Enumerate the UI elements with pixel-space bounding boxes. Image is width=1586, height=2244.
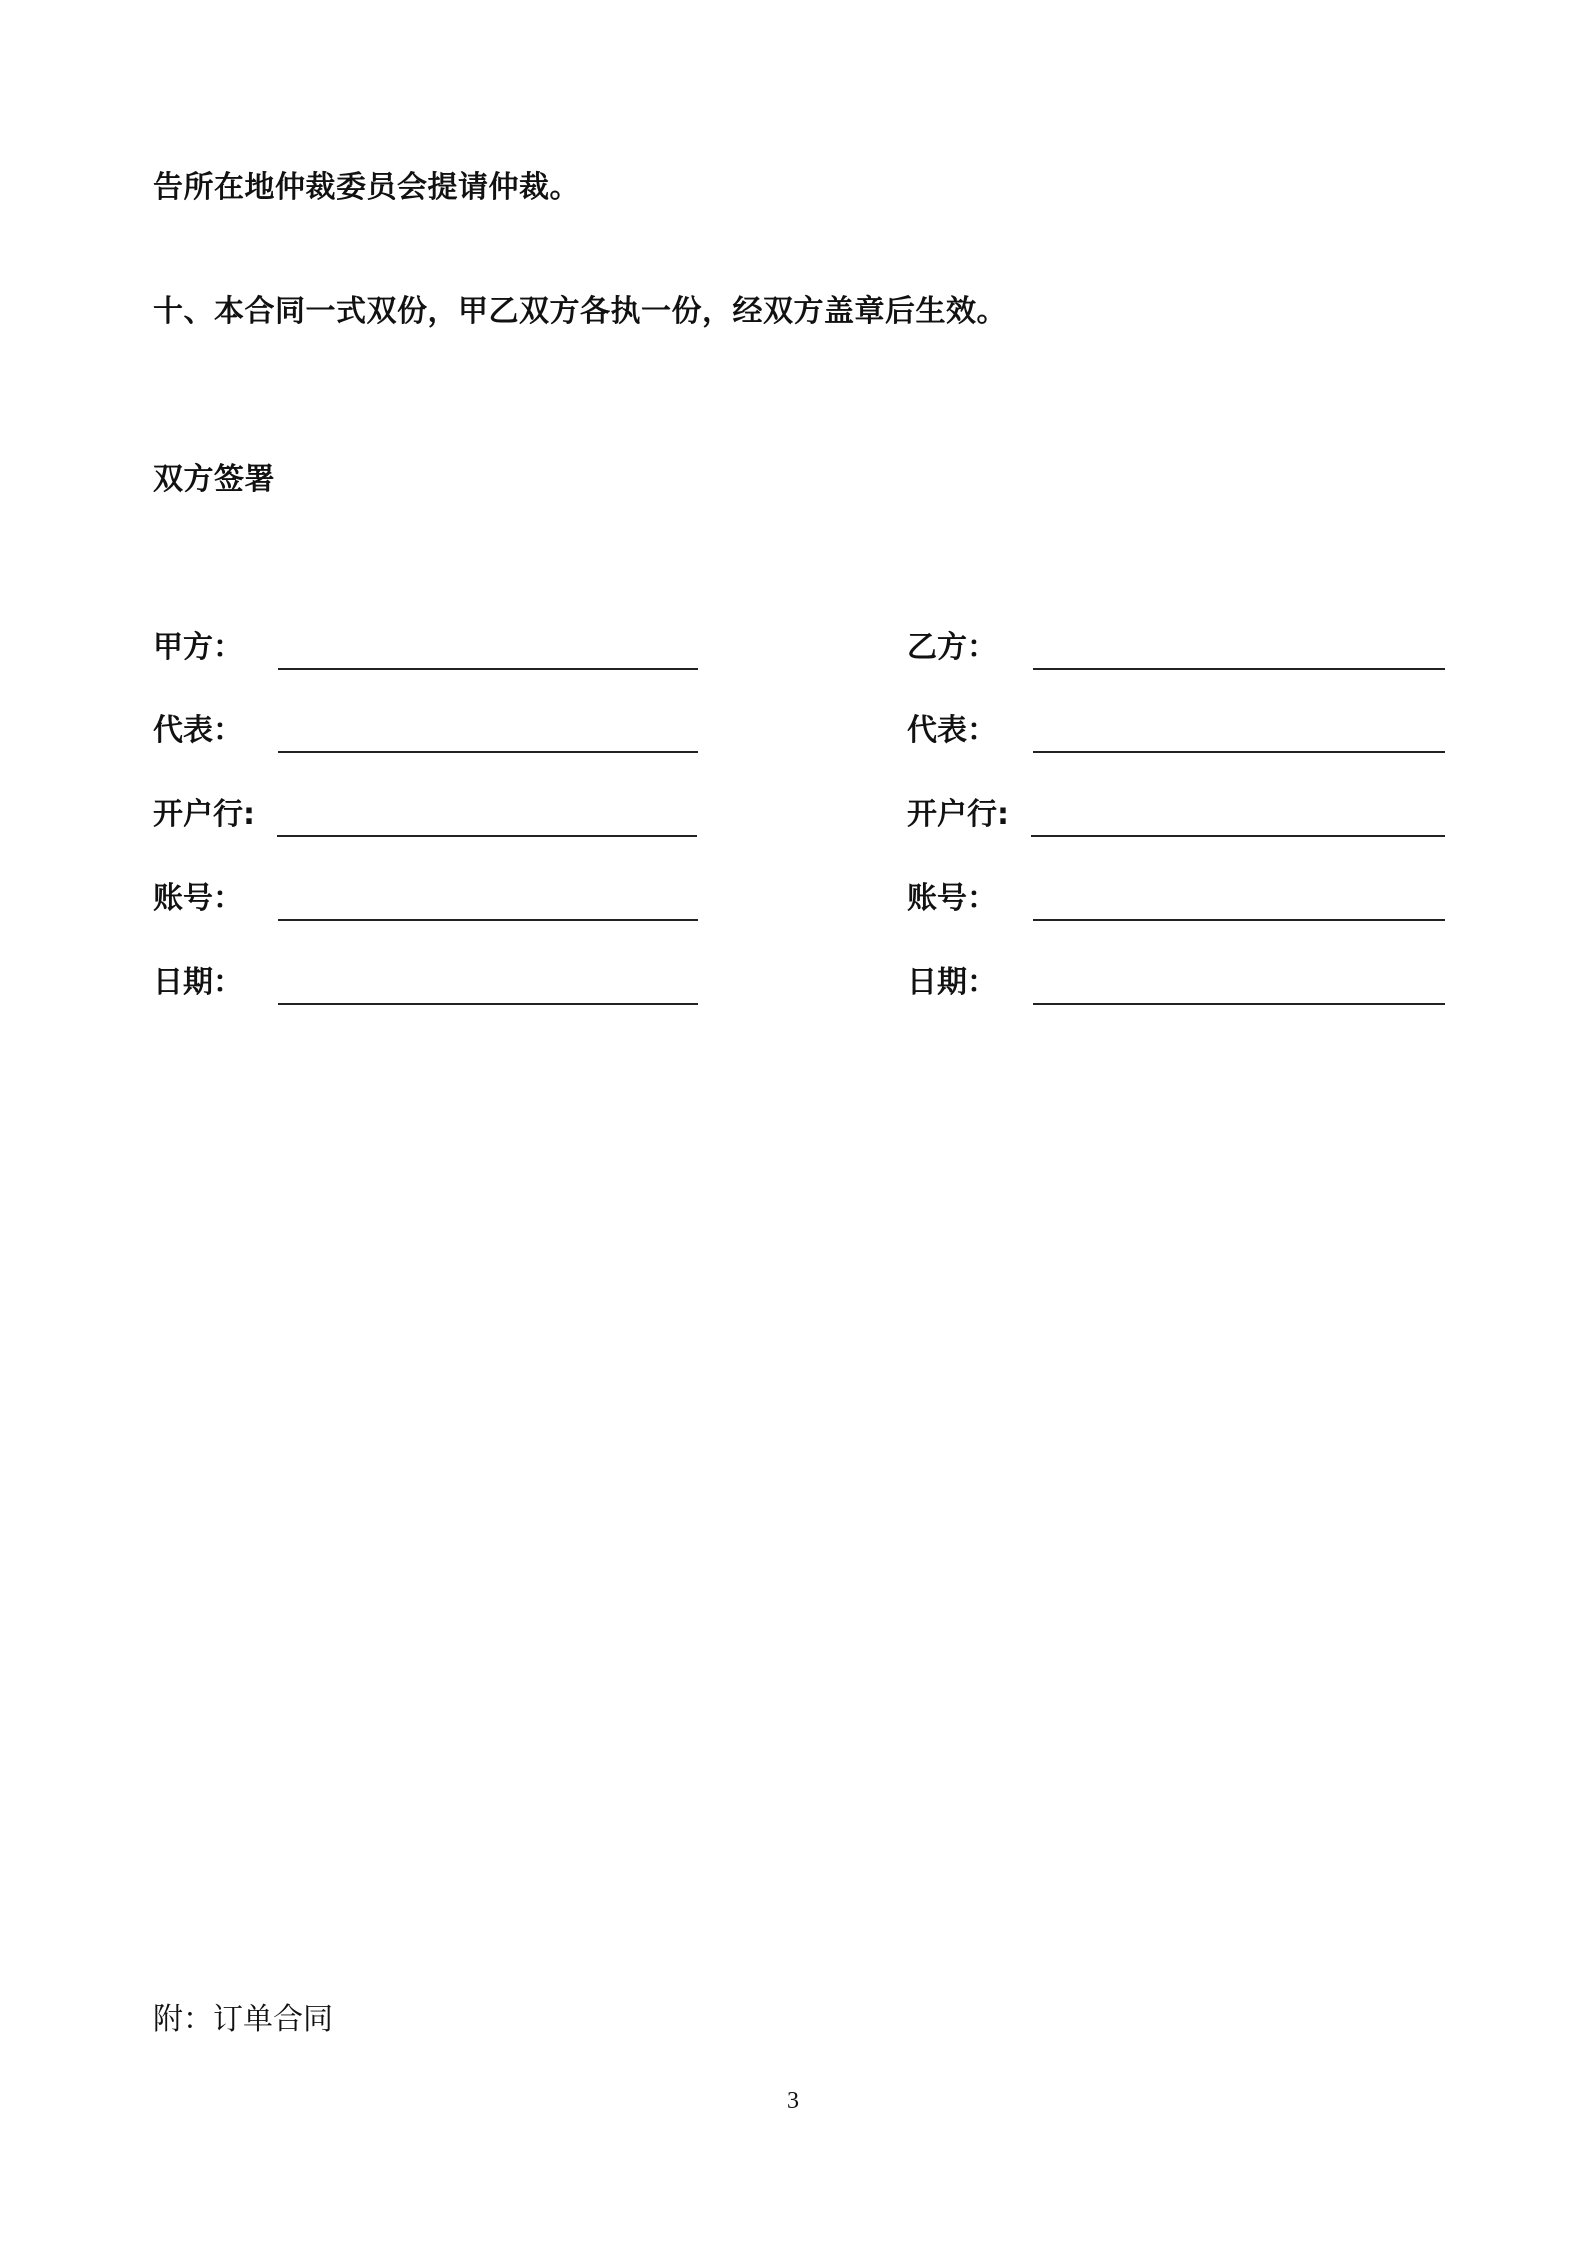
party-b-date-label: 日期： xyxy=(907,965,997,1000)
party-b-date-line xyxy=(1033,1003,1445,1005)
party-a-bank-label: 开户行: xyxy=(153,797,255,832)
party-a-name-row xyxy=(153,628,698,672)
appendix-note: 附：订单合同 xyxy=(153,2002,333,2037)
party-a-bank-row xyxy=(153,795,698,839)
signature-heading: 双方签署 xyxy=(153,462,275,497)
party-a-representative-row xyxy=(153,711,698,755)
party-a-date-row xyxy=(153,963,698,1007)
party-b-account-label: 账号： xyxy=(907,881,997,916)
party-a-date-label: 日期： xyxy=(153,965,243,1000)
party-b-bank-label: 开户行: xyxy=(907,797,1009,832)
party-b-name-row xyxy=(907,628,1452,672)
party-a-bank-line xyxy=(277,835,697,837)
party-a-date-line xyxy=(278,1003,698,1005)
party-b-name-line xyxy=(1033,668,1445,670)
party-b-account-row xyxy=(907,879,1452,923)
party-a-account-line xyxy=(278,919,698,921)
party-a-name-line xyxy=(278,668,698,670)
party-b-bank-line xyxy=(1031,835,1445,837)
arbitration-clause-end: 告所在地仲裁委员会提请仲裁。 xyxy=(153,170,580,205)
party-a-representative-label: 代表： xyxy=(153,713,243,748)
party-b-account-line xyxy=(1033,919,1445,921)
party-a-representative-line xyxy=(278,751,698,753)
party-a-account-label: 账号： xyxy=(153,881,243,916)
party-b-date-row xyxy=(907,963,1452,1007)
party-b-bank-row xyxy=(907,795,1452,839)
party-b-representative-label: 代表： xyxy=(907,713,997,748)
party-a-name-label: 甲方： xyxy=(153,630,243,665)
party-a-account-row xyxy=(153,879,698,923)
party-b-representative-row xyxy=(907,711,1452,755)
party-b-name-label: 乙方： xyxy=(907,630,997,665)
page-number: 3 xyxy=(787,2088,799,2114)
clause-ten: 十、本合同一式双份，甲乙双方各执一份，经双方盖章后生效。 xyxy=(153,294,1007,329)
party-b-representative-line xyxy=(1033,751,1445,753)
